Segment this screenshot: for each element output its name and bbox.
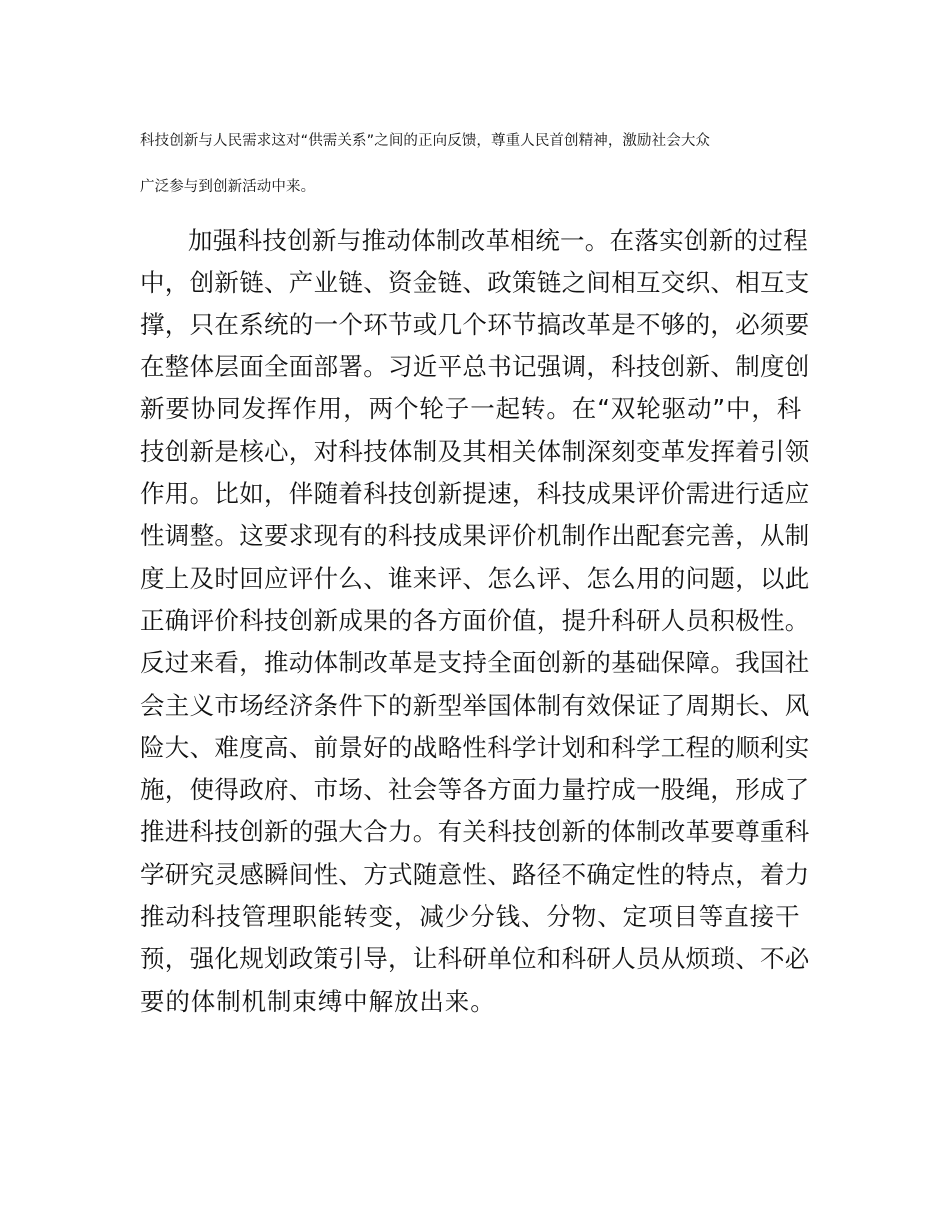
paragraph-line-8: 性调整。这要求现有的科技成果评价机制作出配套完善，从制 <box>140 521 810 550</box>
paragraph-line-11: 反过来看，推动体制改革是支持全面创新的基础保障。我国社 <box>140 648 810 677</box>
paragraph-line-15: 推进科技创新的强大合力。有关科技创新的体制改革要尊重科 <box>140 817 810 846</box>
paragraph-line-3: 撑，只在系统的一个环节或几个环节搞改革是不够的，必须要 <box>140 310 810 339</box>
paragraph-line-6: 技创新是核心，对科技体制及其相关体制深刻变革发挥着引领 <box>140 437 810 466</box>
paragraph-line-19: 要的体制机制束缚中解放出来。 <box>140 987 496 1016</box>
intro-line-1: 科技创新与人民需求这对“供需关系”之间的正向反馈，尊重人民首创精神，激励社会大众 <box>140 133 711 149</box>
paragraph-line-14: 施，使得政府、市场、社会等各方面力量拧成一股绳，形成了 <box>140 775 810 804</box>
paragraph-line-9: 度上及时回应评什么、谁来评、怎么评、怎么用的问题，以此 <box>140 564 810 593</box>
paragraph-line-1: 加强科技创新与推动体制改革相统一。在落实创新的过程 <box>188 226 808 255</box>
paragraph-line-7: 作用。比如，伴随着科技创新提速，科技成果评价需进行适应 <box>140 479 810 508</box>
paragraph-line-2: 中，创新链、产业链、资金链、政策链之间相互交织、相互支 <box>140 268 810 297</box>
paragraph-line-17: 推动科技管理职能转变，减少分钱、分物、定项目等直接干 <box>140 902 801 931</box>
paragraph-line-18: 预，强化规划政策引导，让科研单位和科研人员从烦琐、不必 <box>140 944 810 973</box>
paragraph-line-5: 新要协同发挥作用，两个轮子一起转。在“双轮驱动”中，科 <box>140 394 803 423</box>
paragraph-line-10: 正确评价科技创新成果的各方面价值，提升科研人员积极性。 <box>140 606 810 635</box>
intro-line-2: 广泛参与到创新活动中来。 <box>140 179 316 195</box>
paragraph-line-16: 学研究灵感瞬间性、方式随意性、路径不确定性的特点，着力 <box>140 860 810 889</box>
paragraph-line-12: 会主义市场经济条件下的新型举国体制有效保证了周期长、风 <box>140 691 810 720</box>
paragraph-line-4: 在整体层面全面部署。习近平总书记强调，科技创新、制度创 <box>140 352 810 381</box>
paragraph-line-13: 险大、难度高、前景好的战略性科学计划和科学工程的顺利实 <box>140 733 810 762</box>
